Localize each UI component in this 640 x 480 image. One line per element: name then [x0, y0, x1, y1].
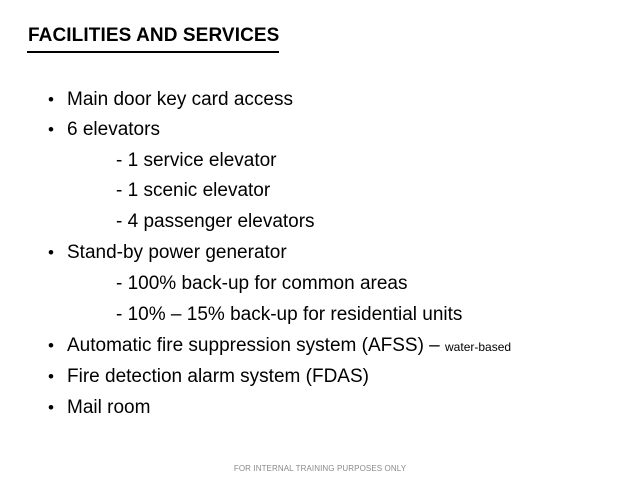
title-underline	[27, 51, 279, 53]
list-item-text: Mail room	[67, 397, 151, 418]
list-item-text	[67, 331, 511, 362]
bullet-icon: •	[48, 398, 54, 417]
sub-list-item-text: - 10% – 15% back-up for residential units	[116, 304, 463, 325]
sub-list-item-text: - 1 scenic elevator	[116, 180, 271, 201]
slide-title: FACILITIES AND SERVICES	[28, 25, 280, 46]
list-item	[0, 238, 640, 268]
list-item-text: Main door key card access	[67, 89, 293, 110]
list-item	[0, 85, 640, 115]
list-item	[0, 115, 640, 145]
list-item-main-text: Automatic fire suppression system (AFSS) –	[67, 335, 446, 356]
sub-list-item	[0, 207, 640, 237]
sub-list-item	[0, 176, 640, 206]
list-item-suffix: water-based	[445, 340, 512, 354]
list-item	[0, 362, 640, 392]
sub-list-item	[0, 269, 640, 299]
sub-list-item	[0, 300, 640, 330]
footer-note: FOR INTERNAL TRAINING PURPOSES ONLY	[233, 464, 407, 473]
sub-list-item-text: - 1 service elevator	[116, 150, 277, 171]
list-item-text: 6 elevators	[67, 119, 160, 140]
bullet-icon: •	[48, 367, 54, 386]
list-item	[0, 331, 640, 361]
bullet-icon: •	[48, 243, 54, 262]
sub-list-item	[0, 146, 640, 176]
bullet-icon: •	[48, 120, 54, 139]
list-item-text: Fire detection alarm system (FDAS)	[67, 366, 369, 387]
bullet-icon: •	[48, 90, 54, 109]
sub-list-item-text: - 4 passenger elevators	[116, 211, 315, 232]
sub-list-item-text: - 100% back-up for common areas	[116, 273, 408, 294]
list-item	[0, 393, 640, 423]
bullet-icon: •	[48, 336, 54, 355]
list-item-text: Stand-by power generator	[67, 242, 287, 263]
